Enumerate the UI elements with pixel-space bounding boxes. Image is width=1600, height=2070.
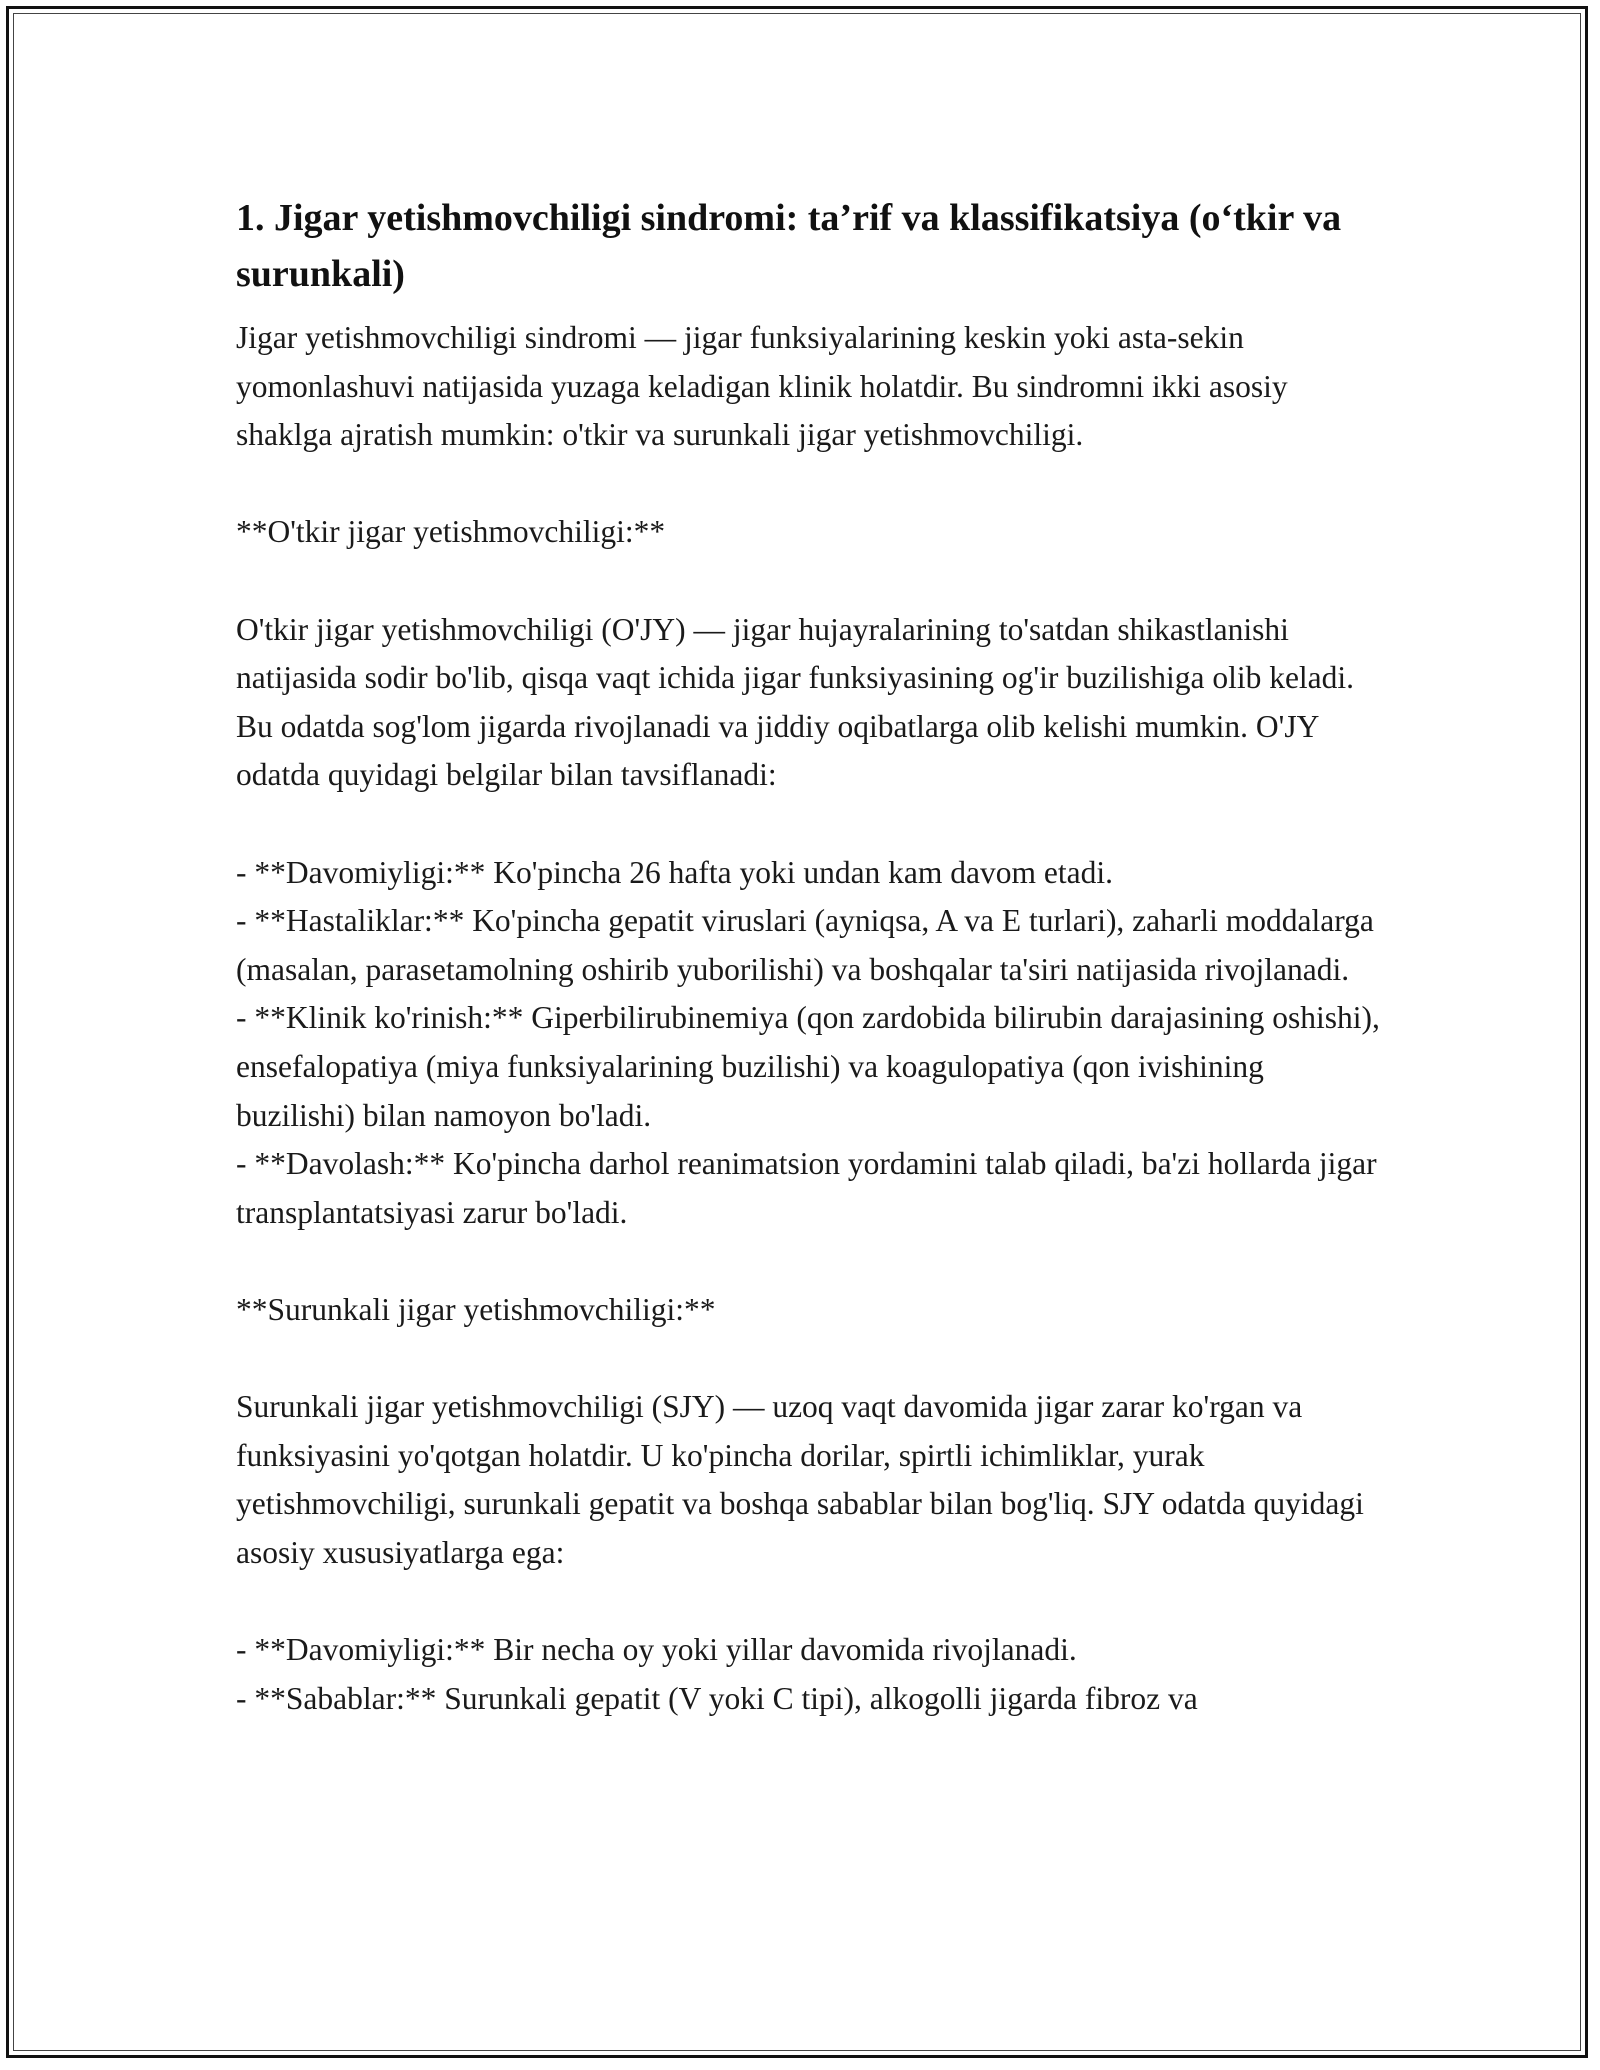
spacer [236,557,1386,606]
page-title: 1. Jigar yetishmovchiligi sindromi: ta’rif va klassifikatsiya (o‘tkir va surunkali) [236,197,1342,295]
chronic-list-item: - **Davomiyligi:** Bir necha oy yoki yillar davomida rivojlanadi. [236,1632,1077,1668]
spacer [236,460,1386,509]
intro-paragraph: Jigar yetishmovchiligi sindromi — jigar funksiyalarining keskin yoki asta-sekin yomonlashuvi natijasida yuzaga keladigan klinik holatdir. Bu sindromni ikki asosiy shaklga ajratish mumkin: o'tkir va surunkali jigar yetishmovchiligi. [236,320,1288,453]
acute-list-item: - **Klinik ko'rinish:** Giperbilirubinemiya (qon zardobida bilirubin darajasining oshishi), ensefalopatiya (miya funksiyalarining buzilishi) va koagulopatiya (qon ivishining buzilishi) bilan namoyon bo'ladi. [236,1000,1380,1133]
chronic-heading: **Surunkali jigar yetishmovchiligi:** [236,1291,716,1327]
acute-paragraph: O'tkir jigar yetishmovchiligi (O'JY) — jigar hujayralarining to'satdan shikastlanishi natijasida sodir bo'lib, qisqa vaqt ichida jigar funksiyasining og'ir buzilishiga olib keladi. Bu odatda sog'lom jigarda rivojlanadi va jiddiy oqibatlarga olib kelishi mumkin. O'JY odatda quyidagi belgilar bilan tavsiflanadi: [236,611,1355,793]
acute-heading: **O'tkir jigar yetishmovchiligi:** [236,514,666,550]
acute-list-item: - **Davomiyligi:** Ko'pincha 26 hafta yoki undan kam davom etadi. [236,854,1113,890]
spacer [236,1577,1386,1626]
spacer [236,800,1386,849]
chronic-list-item: - **Sabablar:** Surunkali gepatit (V yoki C tipi), alkogolli jigarda fibroz va [236,1680,1198,1716]
acute-list-item: - **Davolash:** Ko'pincha darhol reanimatsion yordamini talab qiladi, ba'zi hollarda jigar transplantatsiyasi zarur bo'ladi. [236,1146,1377,1230]
spacer [236,1237,1386,1286]
acute-list-item: - **Hastaliklar:** Ko'pincha gepatit viruslari (ayniqsa, A va E turlari), zaharli moddalarga (masalan, parasetamolning oshirib yuborilishi) va boshqalar ta'siri natijasida rivojlanadi. [236,903,1374,987]
chronic-paragraph: Surunkali jigar yetishmovchiligi (SJY) — uzoq vaqt davomida jigar zarar ko'rgan va funksiyasini yo'qotgan holatdir. U ko'pincha dorilar, spirtli ichimliklar, yurak yetishmovchiligi, surunkali gepatit va boshqa sabablar bilan bog'liq. SJY odatda quyidagi asosiy xususiyatlarga ega: [236,1389,1364,1570]
document-content [236,190,1386,1723]
spacer [236,1334,1386,1383]
